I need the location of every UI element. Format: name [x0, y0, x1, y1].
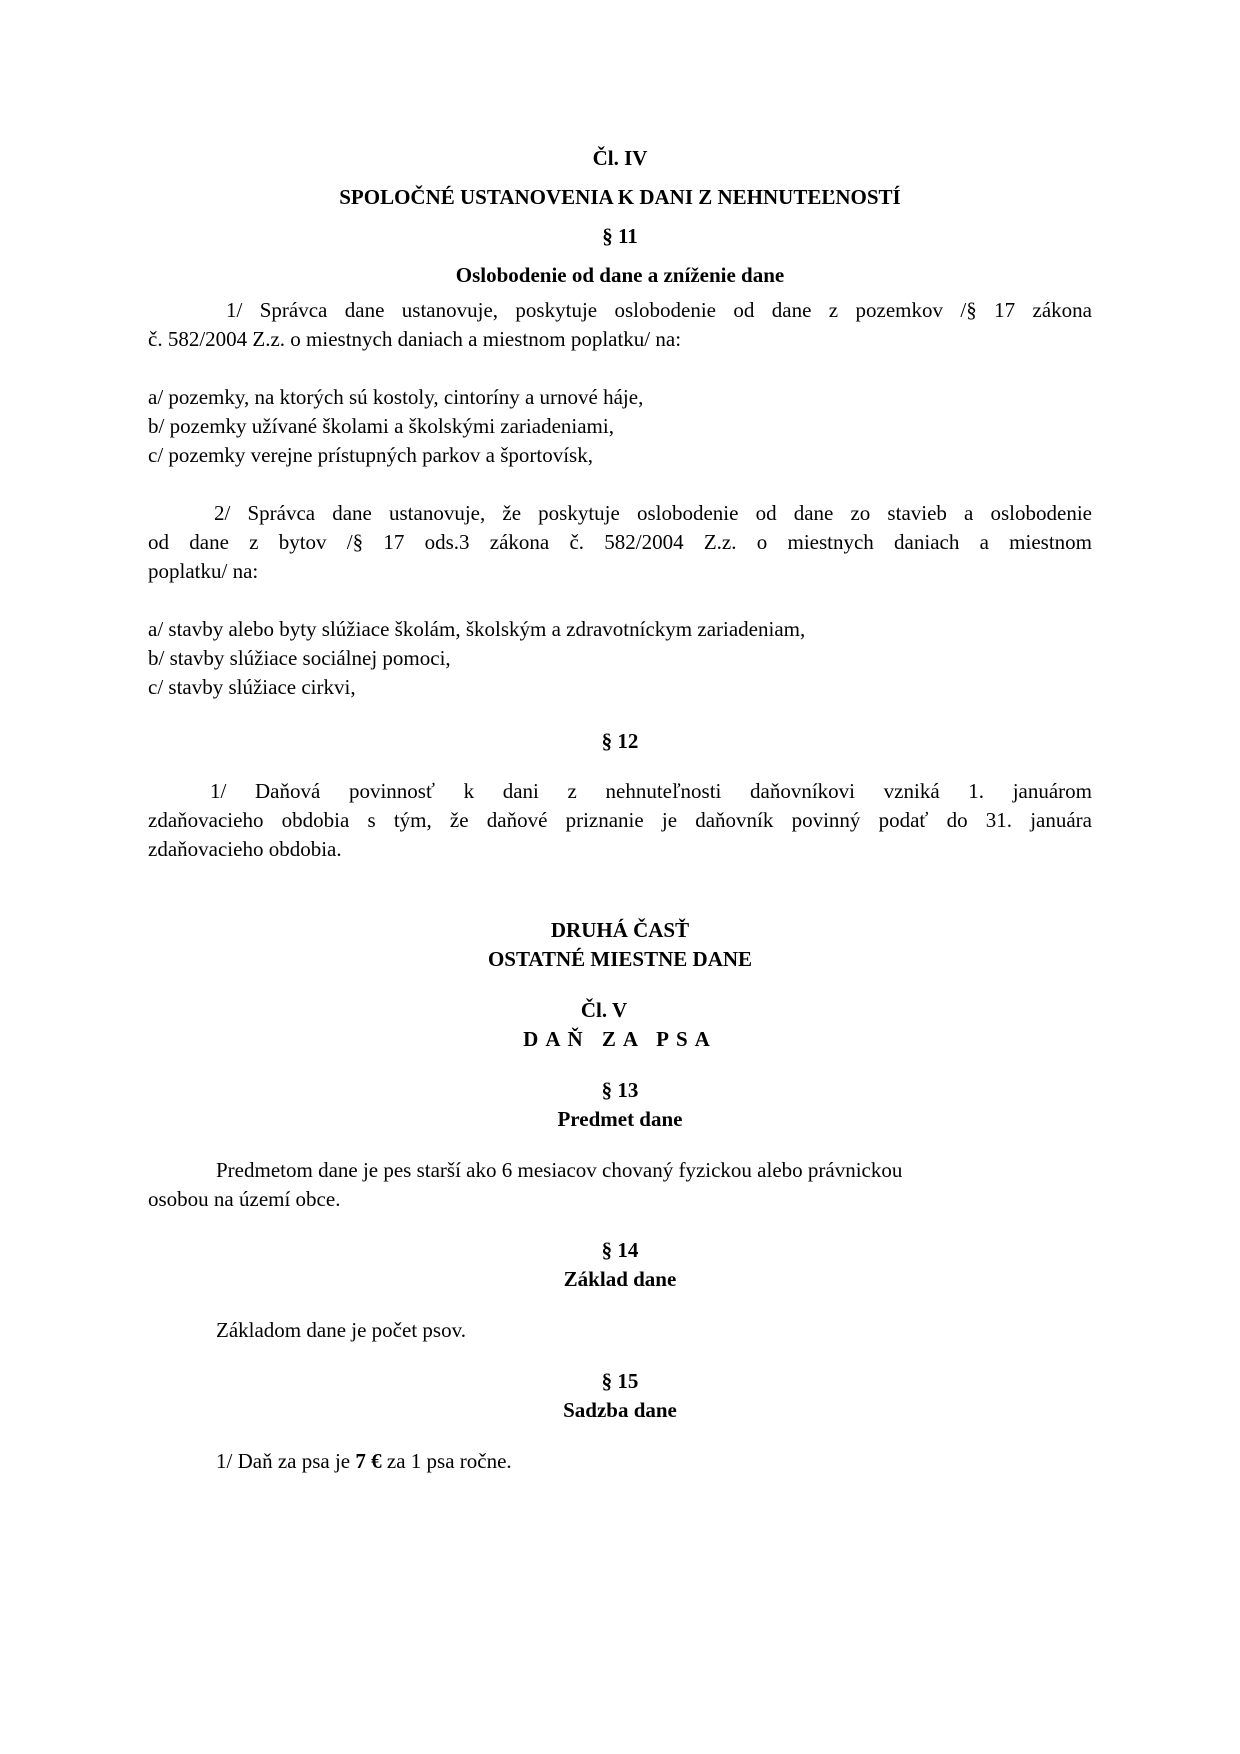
document-page: [148, 144, 1092, 1476]
section-11-number: § 11: [602, 224, 638, 248]
section-13-title: Predmet dane: [557, 1107, 683, 1131]
section-12-number: § 12: [601, 729, 639, 753]
part-2-subtitle: OSTATNÉ MIESTNE DANE: [487, 947, 753, 971]
paragraph-line: 1/ Správca dane ustanovuje, poskytuje oslobodenie od dane z pozemkov /§ 17 zákona: [226, 298, 1092, 322]
list-item: b/ pozemky užívané školami a školskými zariadeniami,: [148, 414, 614, 438]
paragraph-line: Základom dane je počet psov.: [216, 1318, 466, 1342]
section-11-paragraph-1: [148, 296, 1092, 354]
article-iv-title: Čl. IV: [592, 146, 648, 170]
section-13-paragraph: [148, 1156, 1092, 1214]
paragraph-line: osobou na území obce.: [148, 1187, 341, 1211]
paragraph-line: od dane z bytov /§ 17 ods.3 zákona č. 582/2004 Z.z. o miestnych daniach a miestnom: [148, 530, 1092, 554]
section-13-number: § 13: [601, 1078, 639, 1102]
paragraph-line: zdaňovacieho obdobia.: [148, 837, 342, 861]
rate-text-after: za 1 psa ročne.: [381, 1449, 512, 1473]
section-15-number: § 15: [601, 1369, 639, 1393]
rate-text-before: 1/ Daň za psa je: [216, 1449, 356, 1473]
paragraph-line: zdaňovacieho obdobia s tým, že daňové priznanie je daňovník povinný podať do 31. januára: [148, 808, 1092, 832]
article-v-subtitle: DAŇ ZA PSA: [523, 1027, 717, 1051]
paragraph-line: [148, 1447, 1092, 1476]
list-item: a/ pozemky, na ktorých sú kostoly, cintoríny a urnové háje,: [148, 385, 644, 409]
section-14-number: § 14: [601, 1238, 639, 1262]
section-15-title: Sadzba dane: [563, 1398, 677, 1422]
list-item: b/ stavby slúžiace sociálnej pomoci,: [148, 646, 451, 670]
section-14-paragraph: [148, 1316, 1092, 1345]
list-item: c/ stavby slúžiace cirkvi,: [148, 675, 356, 699]
list-item: c/ pozemky verejne prístupných parkov a športovísk,: [148, 443, 593, 467]
section-11-paragraph-2: [148, 499, 1092, 586]
paragraph-line: Predmetom dane je pes starší ako 6 mesiacov chovaný fyzickou alebo právnickou: [216, 1158, 903, 1182]
section-11-list-2: [148, 615, 1092, 702]
rate-amount: 7 €: [355, 1449, 382, 1473]
section-12-paragraph: [148, 777, 1092, 864]
paragraph-line: č. 582/2004 Z.z. o miestnych daniach a miestnom poplatku/ na:: [148, 327, 682, 351]
section-14-title: Základ dane: [563, 1267, 677, 1291]
paragraph-line: 2/ Správca dane ustanovuje, že poskytuje oslobodenie od dane zo stavieb a oslobodenie: [214, 501, 1092, 525]
paragraph-line: poplatku/ na:: [148, 559, 259, 583]
paragraph-line: 1/ Daňová povinnosť k dani z nehnuteľnosti daňovníkovi vzniká 1. januárom: [210, 779, 1092, 803]
list-item: a/ stavby alebo byty slúžiace školám, školským a zdravotníckym zariadeniam,: [148, 617, 806, 641]
part-2-title: DRUHÁ ČASŤ: [550, 918, 690, 942]
section-15-paragraph: [148, 1447, 1092, 1476]
section-11-list-1: [148, 383, 1092, 470]
article-iv-subtitle: SPOLOČNÉ USTANOVENIA K DANI Z NEHNUTEĽNOSTÍ: [339, 185, 901, 209]
section-11-title: Oslobodenie od dane a zníženie dane: [455, 263, 785, 287]
article-v-title: Čl. V: [580, 998, 628, 1022]
